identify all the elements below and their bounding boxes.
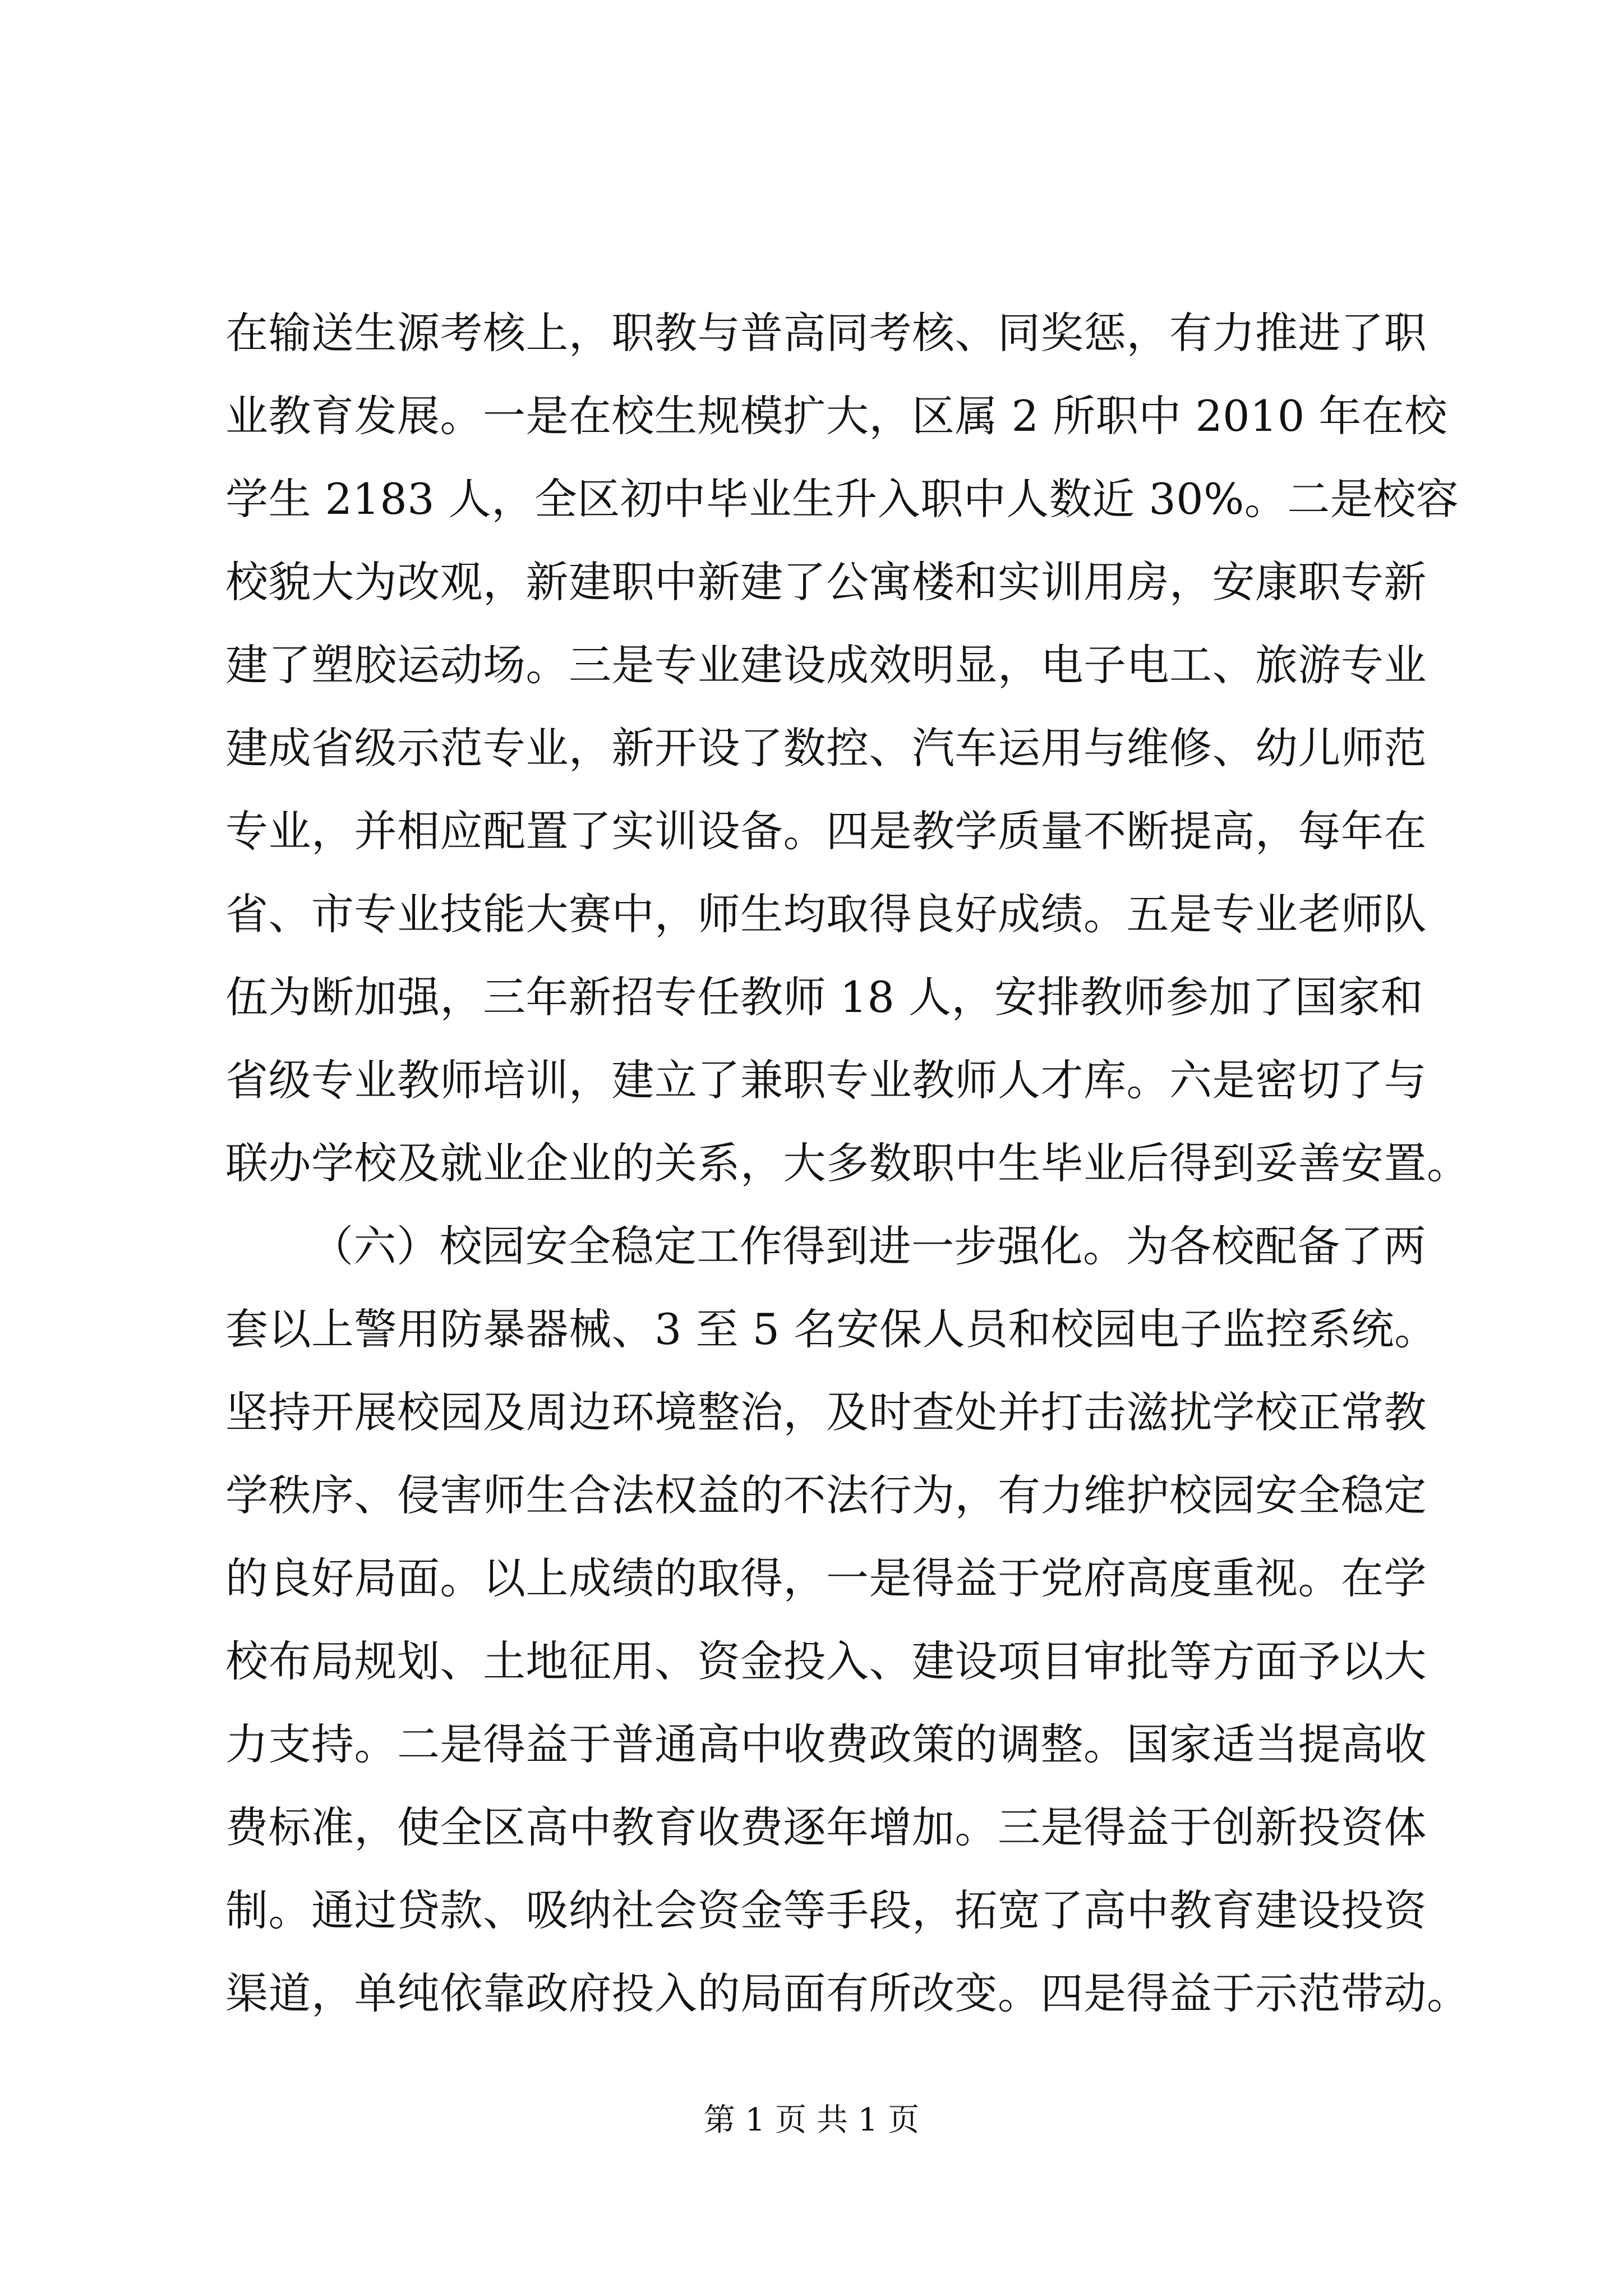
text-line: 的良好局面。以上成绩的取得，一是得益于党府高度重视。在学 — [225, 1553, 1427, 1603]
text-line: 专业，并相应配置了实训设备。四是教学质量不断提高，每年在 — [225, 806, 1427, 856]
text-line: 省级专业教师培训，建立了兼职专业教师人才库。六是密切了与 — [225, 1055, 1427, 1105]
text-line: 省、市专业技能大赛中，师生均取得良好成绩。五是专业老师队 — [225, 889, 1427, 939]
text-line: 业教育发展。一是在校生规模扩大，区属 2 所职中 2010 年在校 — [225, 391, 1447, 441]
text-line: 学秩序、侵害师生合法权益的不法行为，有力维护校园安全稳定 — [225, 1470, 1427, 1520]
page-number-label: 第 1 页 共 1 页 — [703, 2102, 920, 2138]
text-line: 伍为断加强，三年新招专任教师 18 人，安排教师参加了国家和 — [225, 972, 1424, 1022]
text-line: 校布局规划、土地征用、资金投入、建设项目审批等方面予以大 — [225, 1636, 1427, 1686]
section-heading-line: （六）校园安全稳定工作得到进一步强化。为各校配备了两 — [311, 1221, 1426, 1271]
text-line: 费标准，使全区高中教育收费逐年增加。三是得益于创新投资体 — [225, 1802, 1427, 1852]
body-text — [225, 292, 1470, 2035]
text-line: 套以上警用防暴器械、3 至 5 名安保人员和校园电子监控系统。 — [225, 1304, 1437, 1354]
text-line: 学生 2183 人，全区初中毕业生升入职中人数近 30%。二是校容 — [225, 474, 1459, 524]
text-line: 在输送生源考核上，职教与普高同考核、同奖惩，有力推进了职 — [225, 308, 1427, 358]
text-line: 力支持。二是得益于普通高中收费政策的调整。国家适当提高收 — [225, 1719, 1427, 1769]
text-line: 校貌大为改观，新建职中新建了公寓楼和实训用房，安康职专新 — [225, 557, 1427, 607]
text-line: 渠道，单纯依靠政府投入的局面有所改变。四是得益于示范带动。 — [225, 1968, 1470, 2018]
text-line: 联办学校及就业企业的关系，大多数职中生毕业后得到妥善安置。 — [225, 1138, 1470, 1188]
text-line: 坚持开展校园及周边环境整治，及时查处并打击滋扰学校正常教 — [225, 1387, 1427, 1437]
page-footer — [0, 2098, 1623, 2143]
text-line: 制。通过贷款、吸纳社会资金等手段，拓宽了高中教育建设投资 — [225, 1885, 1427, 1935]
text-line: 建了塑胶运动场。三是专业建设成效明显，电子电工、旅游专业 — [225, 640, 1427, 690]
text-line: 建成省级示范专业，新开设了数控、汽车运用与维修、幼儿师范 — [225, 723, 1427, 773]
